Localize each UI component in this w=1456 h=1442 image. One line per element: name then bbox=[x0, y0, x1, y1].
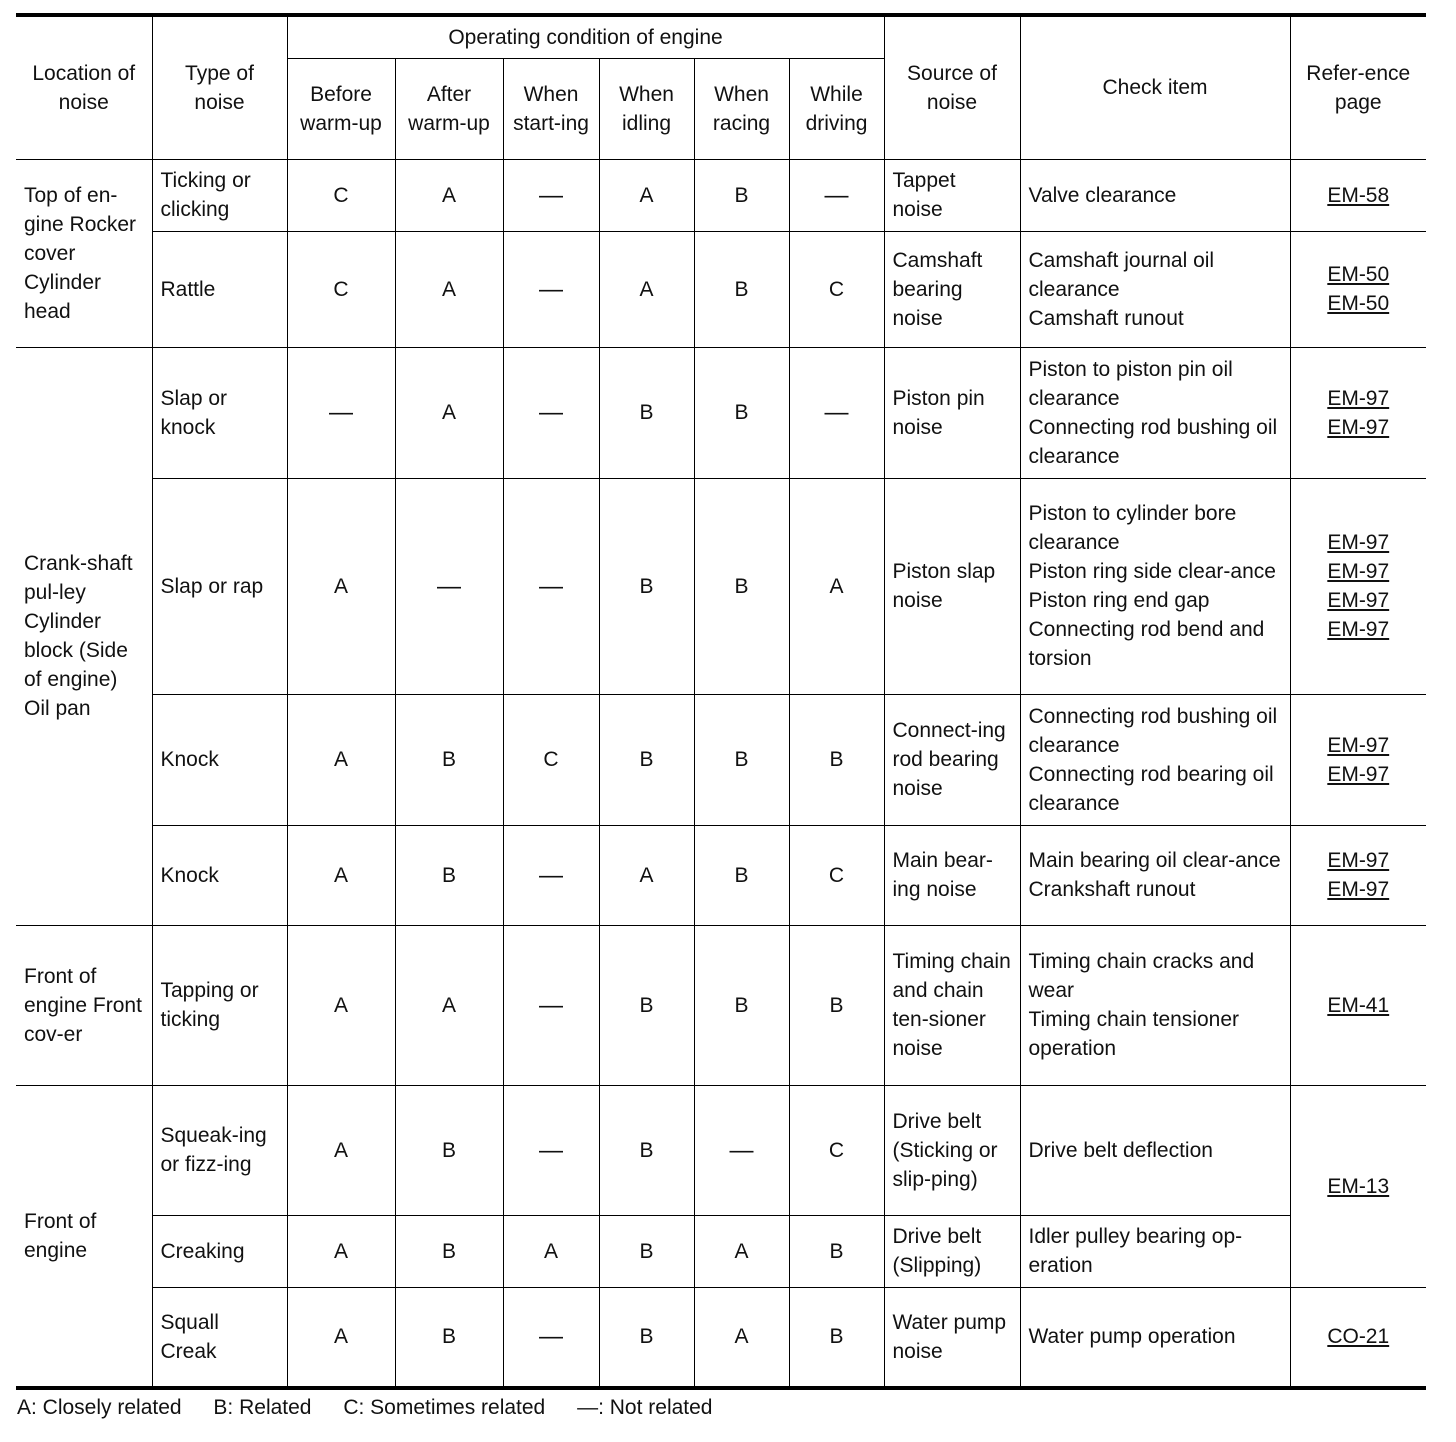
condition-value-cell: B bbox=[395, 694, 503, 825]
check-item-line: Camshaft runout bbox=[1028, 306, 1184, 330]
source-cell: Timing chain and chain ten-sioner noise bbox=[884, 925, 1020, 1085]
check-item-line: Timing chain tensioner operation bbox=[1028, 1008, 1239, 1060]
condition-value-cell: B bbox=[694, 825, 789, 925]
noise-type-cell: Ticking or clicking bbox=[152, 159, 287, 231]
noise-type-cell: Squeak-ing or fizz-ing bbox=[152, 1085, 287, 1215]
header-location: Location of noise bbox=[16, 15, 152, 159]
check-item-cell bbox=[1020, 1287, 1290, 1388]
check-item-cell bbox=[1020, 159, 1290, 231]
check-item-cell bbox=[1020, 825, 1290, 925]
table-row bbox=[16, 825, 1426, 925]
check-item-line: Connecting rod bushing oil clearance bbox=[1028, 704, 1278, 757]
reference-cell bbox=[1290, 925, 1426, 1085]
check-item-line: Drive belt deflection bbox=[1028, 1138, 1213, 1162]
condition-value-cell: B bbox=[599, 1215, 694, 1287]
header-condition: After warm-up bbox=[395, 58, 503, 159]
header-reference: Refer-ence page bbox=[1290, 15, 1426, 159]
noise-type-cell: Tapping or ticking bbox=[152, 925, 287, 1085]
header-condition: While driving bbox=[789, 58, 884, 159]
check-item-line: Piston to piston pin oil clearance bbox=[1028, 357, 1233, 410]
check-item-line: Main bearing oil clear-ance bbox=[1028, 849, 1281, 872]
check-item-line: Connecting rod bend and torsion bbox=[1028, 618, 1265, 670]
condition-value-cell: — bbox=[503, 159, 599, 231]
condition-value-cell: A bbox=[287, 1287, 395, 1388]
condition-value-cell: A bbox=[287, 478, 395, 694]
condition-value-cell: B bbox=[395, 1287, 503, 1388]
legend-item: B: Related bbox=[213, 1396, 312, 1419]
header-source: Source of noise bbox=[884, 15, 1020, 159]
location-cell: Front of engine Front cov-er bbox=[16, 925, 152, 1085]
reference-link[interactable]: EM-97 bbox=[1327, 878, 1390, 901]
location-cell: Top of en-gine Rocker cover Cylinder head bbox=[16, 159, 152, 347]
noise-type-cell: Squall Creak bbox=[152, 1287, 287, 1388]
location-cell: Front of engine bbox=[16, 1085, 152, 1388]
reference-cell bbox=[1290, 825, 1426, 925]
check-item-line: Connecting rod bearing oil clearance bbox=[1028, 762, 1274, 815]
check-item-line: Connecting rod bushing oil clearance bbox=[1028, 415, 1278, 468]
condition-value-cell: C bbox=[789, 825, 884, 925]
reference-cell bbox=[1290, 1287, 1426, 1388]
source-cell: Drive belt (Slipping) bbox=[884, 1215, 1020, 1287]
header-check-item: Check item bbox=[1020, 15, 1290, 159]
reference-link[interactable]: EM-97 bbox=[1327, 733, 1390, 757]
check-item-cell bbox=[1020, 347, 1290, 478]
source-cell: Piston pin noise bbox=[884, 347, 1020, 478]
reference-link[interactable]: EM-97 bbox=[1327, 618, 1390, 641]
noise-type-cell: Slap or rap bbox=[152, 478, 287, 694]
source-cell: Camshaft bearing noise bbox=[884, 231, 1020, 347]
condition-value-cell: A bbox=[287, 694, 395, 825]
table-row bbox=[16, 1287, 1426, 1388]
condition-value-cell: — bbox=[287, 347, 395, 478]
noise-type-cell: Creaking bbox=[152, 1215, 287, 1287]
check-item-cell bbox=[1020, 694, 1290, 825]
noise-type-cell: Slap or knock bbox=[152, 347, 287, 478]
legend-item: C: Sometimes related bbox=[343, 1396, 546, 1419]
source-cell: Piston slap noise bbox=[884, 478, 1020, 694]
reference-link[interactable]: EM-97 bbox=[1327, 386, 1390, 410]
condition-value-cell: A bbox=[789, 478, 884, 694]
check-item-line: Water pump operation bbox=[1028, 1325, 1236, 1349]
condition-value-cell: C bbox=[789, 231, 884, 347]
check-item-line: Piston ring end gap bbox=[1028, 589, 1210, 612]
source-cell: Drive belt (Sticking or slip-ping) bbox=[884, 1085, 1020, 1215]
condition-value-cell: — bbox=[503, 478, 599, 694]
condition-value-cell: B bbox=[599, 694, 694, 825]
condition-value-cell: A bbox=[694, 1287, 789, 1388]
check-item-line: Idler pulley bearing op-eration bbox=[1028, 1225, 1243, 1277]
condition-value-cell: B bbox=[599, 925, 694, 1085]
reference-link[interactable]: EM-97 bbox=[1327, 762, 1390, 786]
check-item-line: Valve clearance bbox=[1028, 183, 1177, 207]
condition-value-cell: B bbox=[694, 694, 789, 825]
condition-value-cell: — bbox=[395, 478, 503, 694]
condition-value-cell: A bbox=[287, 825, 395, 925]
reference-link[interactable]: EM-50 bbox=[1327, 292, 1390, 315]
check-item-cell bbox=[1020, 1215, 1290, 1287]
condition-value-cell: A bbox=[287, 1085, 395, 1215]
condition-value-cell: — bbox=[694, 1085, 789, 1215]
condition-value-cell: C bbox=[287, 159, 395, 231]
table-row bbox=[16, 159, 1426, 231]
condition-value-cell: — bbox=[503, 925, 599, 1085]
condition-value-cell: B bbox=[694, 478, 789, 694]
table-row bbox=[16, 694, 1426, 825]
reference-cell bbox=[1290, 478, 1426, 694]
header-condition: When racing bbox=[694, 58, 789, 159]
check-item-cell bbox=[1020, 478, 1290, 694]
condition-value-cell: A bbox=[503, 1215, 599, 1287]
legend-item: A: Closely related bbox=[17, 1396, 182, 1419]
noise-type-cell: Knock bbox=[152, 694, 287, 825]
reference-link[interactable]: EM-58 bbox=[1327, 183, 1390, 207]
condition-value-cell: A bbox=[599, 231, 694, 347]
noise-type-cell: Knock bbox=[152, 825, 287, 925]
check-item-cell bbox=[1020, 1085, 1290, 1215]
source-cell: Connect-ing rod bearing noise bbox=[884, 694, 1020, 825]
table-row bbox=[16, 1215, 1426, 1287]
condition-value-cell: — bbox=[503, 231, 599, 347]
noise-diagnosis-table bbox=[16, 13, 1426, 1390]
check-item-line: Piston ring side clear-ance bbox=[1028, 560, 1276, 583]
condition-value-cell: A bbox=[287, 925, 395, 1085]
condition-value-cell: B bbox=[694, 925, 789, 1085]
header-condition: When start-ing bbox=[503, 58, 599, 159]
condition-value-cell: B bbox=[599, 347, 694, 478]
check-item-line: Piston to cylinder bore clearance bbox=[1028, 502, 1237, 554]
table-row bbox=[16, 478, 1426, 694]
reference-link[interactable]: EM-97 bbox=[1327, 849, 1390, 872]
condition-value-cell: B bbox=[789, 1215, 884, 1287]
condition-value-cell: B bbox=[395, 825, 503, 925]
condition-value-cell: A bbox=[395, 925, 503, 1085]
check-item-cell bbox=[1020, 231, 1290, 347]
legend bbox=[17, 1396, 739, 1420]
condition-value-cell: — bbox=[503, 347, 599, 478]
condition-value-cell: — bbox=[503, 1085, 599, 1215]
source-cell: Tappet noise bbox=[884, 159, 1020, 231]
condition-value-cell: — bbox=[789, 347, 884, 478]
reference-cell bbox=[1290, 231, 1426, 347]
condition-value-cell: — bbox=[503, 1287, 599, 1388]
condition-value-cell: B bbox=[395, 1085, 503, 1215]
condition-value-cell: B bbox=[694, 231, 789, 347]
legend-item: —: Not related bbox=[577, 1396, 713, 1419]
table-row bbox=[16, 1085, 1426, 1215]
reference-link[interactable]: EM-97 bbox=[1327, 531, 1390, 554]
table-row bbox=[16, 347, 1426, 478]
condition-value-cell: A bbox=[599, 825, 694, 925]
condition-value-cell: A bbox=[395, 347, 503, 478]
header-operating-condition: Operating condition of engine bbox=[287, 15, 884, 58]
reference-link[interactable]: EM-97 bbox=[1327, 415, 1390, 439]
check-item-line: Crankshaft runout bbox=[1028, 878, 1196, 901]
condition-value-cell: B bbox=[694, 347, 789, 478]
check-item-line: Camshaft journal oil clearance bbox=[1028, 248, 1215, 301]
condition-value-cell: A bbox=[287, 1215, 395, 1287]
reference-cell bbox=[1290, 694, 1426, 825]
condition-value-cell: — bbox=[503, 825, 599, 925]
reference-cell bbox=[1290, 159, 1426, 231]
condition-value-cell: A bbox=[395, 231, 503, 347]
condition-value-cell: B bbox=[599, 478, 694, 694]
header-condition: Before warm-up bbox=[287, 58, 395, 159]
condition-value-cell: C bbox=[287, 231, 395, 347]
check-item-cell bbox=[1020, 925, 1290, 1085]
condition-value-cell: B bbox=[599, 1287, 694, 1388]
header-condition: When idling bbox=[599, 58, 694, 159]
source-cell: Water pump noise bbox=[884, 1287, 1020, 1388]
location-cell: Crank-shaft pul-ley Cylinder block (Side of engine) Oil pan bbox=[16, 347, 152, 925]
table-row bbox=[16, 231, 1426, 347]
reference-link[interactable]: EM-97 bbox=[1327, 589, 1390, 612]
reference-link[interactable]: EM-13 bbox=[1327, 1174, 1390, 1198]
table-row bbox=[16, 925, 1426, 1085]
check-item-line: Timing chain cracks and wear bbox=[1028, 950, 1255, 1002]
condition-value-cell: B bbox=[789, 1287, 884, 1388]
condition-value-cell: B bbox=[395, 1215, 503, 1287]
condition-value-cell: B bbox=[599, 1085, 694, 1215]
reference-link[interactable]: EM-97 bbox=[1327, 560, 1390, 583]
reference-cell bbox=[1290, 1085, 1426, 1287]
reference-link[interactable]: CO-21 bbox=[1327, 1325, 1390, 1349]
condition-value-cell: C bbox=[789, 1085, 884, 1215]
condition-value-cell: C bbox=[503, 694, 599, 825]
reference-cell bbox=[1290, 347, 1426, 478]
source-cell: Main bear-ing noise bbox=[884, 825, 1020, 925]
condition-value-cell: B bbox=[789, 925, 884, 1085]
condition-value-cell: A bbox=[599, 159, 694, 231]
header-type: Type of noise bbox=[152, 15, 287, 159]
noise-type-cell: Rattle bbox=[152, 231, 287, 347]
reference-link[interactable]: EM-50 bbox=[1327, 263, 1390, 286]
condition-value-cell: B bbox=[694, 159, 789, 231]
condition-value-cell: A bbox=[694, 1215, 789, 1287]
reference-link[interactable]: EM-41 bbox=[1327, 993, 1390, 1017]
condition-value-cell: — bbox=[789, 159, 884, 231]
condition-value-cell: A bbox=[395, 159, 503, 231]
condition-value-cell: B bbox=[789, 694, 884, 825]
